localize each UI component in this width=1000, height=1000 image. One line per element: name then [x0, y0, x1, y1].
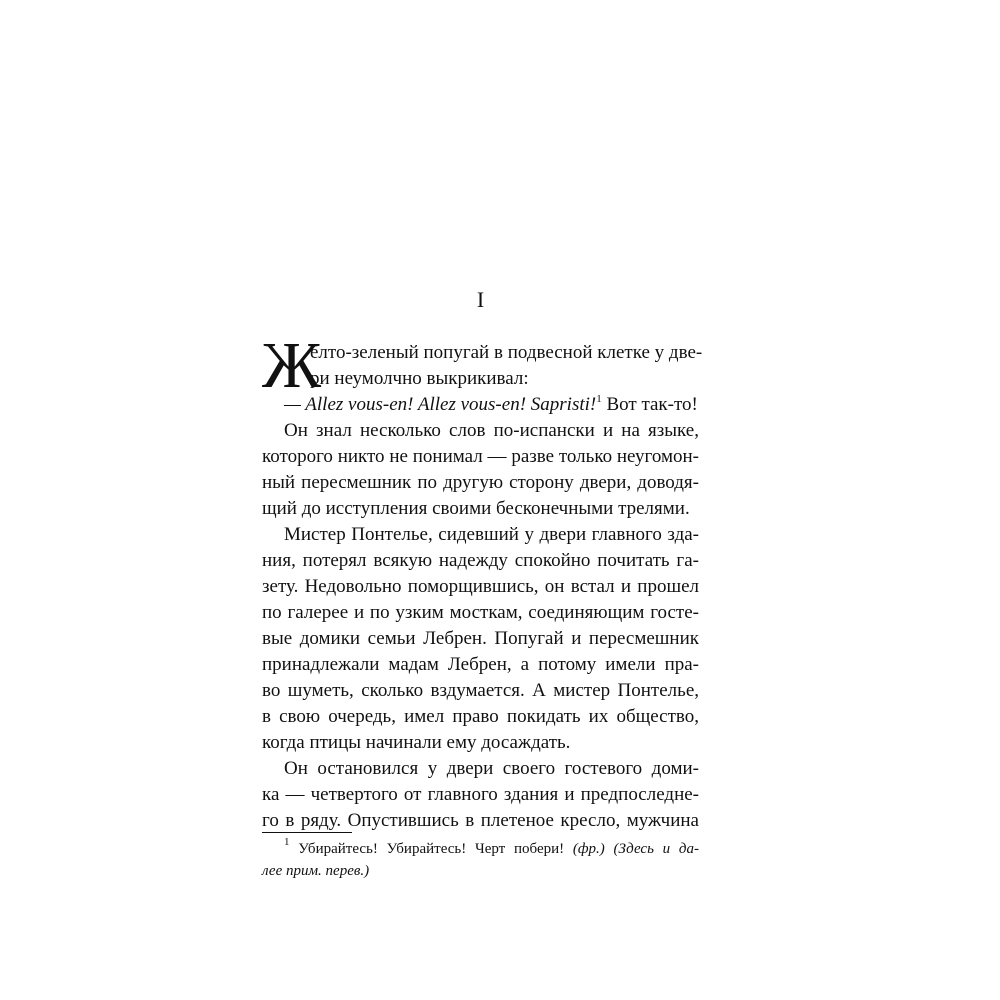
french-exclamation: — Allez vous-en! Allez vous-en! Sapristi! — [284, 394, 597, 415]
paragraph-line: в свою очередь, имел право покидать их общество, — [262, 706, 699, 727]
paragraph-line: ный пересмешник по другую сторону двери, доводя- — [262, 472, 699, 493]
paragraph-line: во шуметь, сколько вздумается. А мистер Понтелье, — [262, 680, 699, 701]
footnote-line: лее прим. перев.) — [262, 863, 370, 879]
paragraph-line: го в ряду. Опустившись в плетеное кресло, мужчина — [262, 810, 699, 831]
paragraph-line: принадлежали мадам Лебрен, а потому имели пра- — [262, 654, 699, 675]
paragraph-line: Он остановился у двери своего гостевого доми- — [284, 758, 699, 779]
paragraph-line: щий до исступления своими бесконечными трелями. — [262, 498, 690, 519]
paragraph-line: ка — четвертого от главного здания и предпоследне- — [262, 784, 699, 805]
paragraph-line: елто-зеленый попугай в подвесной клетке у две- — [310, 342, 703, 363]
footnote-line — [262, 838, 699, 860]
paragraph-line: когда птицы начинали ему досаждать. — [262, 732, 571, 753]
paragraph-line: Мистер Понтелье, сидевший у двери главного зда- — [284, 524, 699, 545]
dialogue-rest: Вот так-то! — [601, 394, 698, 415]
paragraph-line: вые домики семьи Лебрен. Попугай и пересмешник — [262, 628, 699, 649]
paragraph-line: по галерее и по узким мосткам, соединяющим госте- — [262, 602, 699, 623]
paragraph-line: которого никто не понимал — разве только неугомон- — [262, 446, 699, 467]
footnote-reference: 1 — [596, 393, 602, 405]
drop-cap-letter: Ж — [262, 329, 322, 402]
footnote-note: (фр.) (Здесь и да- — [572, 841, 699, 857]
dialogue-line — [262, 392, 699, 418]
book-page — [262, 0, 703, 1000]
footnote-separator — [262, 832, 352, 833]
paragraph-line: Он знал несколько слов по-испански и на языке, — [284, 420, 699, 441]
paragraph-line: ри неумолчно выкрикивал: — [310, 368, 529, 389]
footnote-marker: 1 — [284, 836, 290, 848]
chapter-number: I — [476, 287, 485, 312]
footnote-translation: Убирайтесь! Убирайтесь! Черт побери! — [289, 841, 573, 857]
paragraph-line: зету. Недовольно поморщившись, он встал и прошел — [262, 576, 699, 597]
paragraph-line: ния, потерял всякую надежду спокойно почитать га- — [262, 550, 699, 571]
